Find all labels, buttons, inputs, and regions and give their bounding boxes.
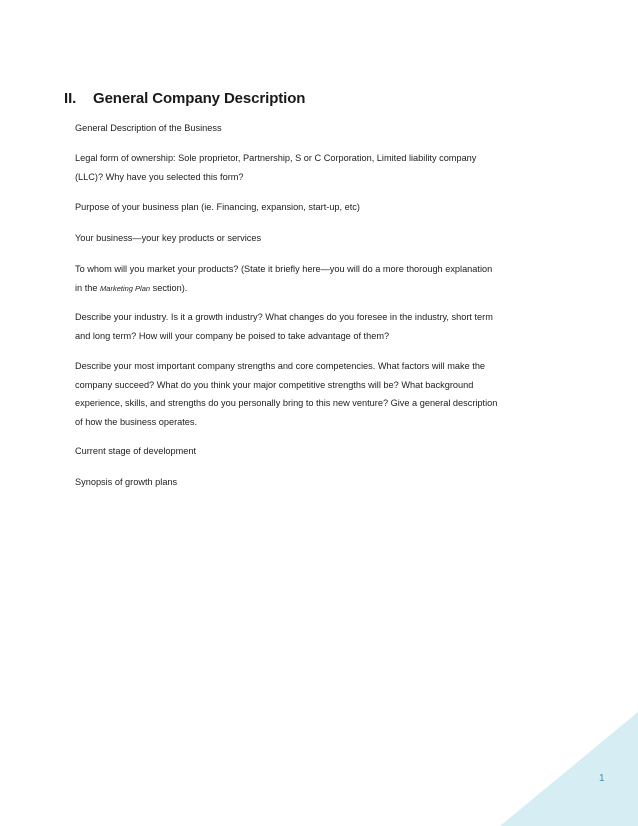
prompt-key-products — [75, 229, 575, 248]
prompt-line: Legal form of ownership: Sole proprietor, Partnership, S or C Corporation, Limited liability company — [75, 153, 477, 163]
prompt-line: Current stage of development — [75, 446, 197, 456]
prompt-plan-purpose — [75, 198, 575, 217]
prompt-legal-form — [75, 149, 575, 186]
prompt-industry — [75, 308, 575, 345]
prompt-line: Purpose of your business plan (ie. Financing, expansion, start-up, etc) — [75, 202, 360, 212]
prompt-business-description — [75, 119, 575, 138]
page-number: 1 — [599, 773, 605, 784]
prompt-growth-plans — [75, 473, 575, 492]
prompt-line: Synopsis of growth plans — [75, 477, 178, 487]
prompt-target-market — [75, 260, 575, 298]
prompt-line: Your business—your key products or services — [75, 233, 262, 243]
prompt-line: of how the business operates. — [75, 416, 198, 427]
marketing-plan-reference: Marketing Plan — [100, 283, 151, 293]
prompt-line: General Description of the Business — [75, 123, 222, 133]
prompt-development-stage — [75, 442, 575, 461]
prompt-text: in the — [75, 282, 101, 293]
prompt-line: and long term? How will your company be poised to take advantage of them? — [75, 330, 390, 341]
prompt-line: Describe your industry. Is it a growth industry? What changes do you foresee in the industry, short term — [75, 312, 493, 322]
section-number: II. — [64, 90, 77, 107]
prompt-line: (LLC)? Why have you selected this form? — [75, 171, 244, 182]
prompt-strengths — [75, 357, 575, 431]
prompt-text: section). — [150, 282, 188, 293]
prompt-line: experience, skills, and strengths do you personally bring to this new venture? Give a general description — [75, 398, 498, 408]
prompt-line: company succeed? What do you think your major competitive strengths will be? What background — [75, 379, 474, 390]
prompt-line: To whom will you market your products? (State it briefly here—you will do a more thorough explanation — [75, 264, 493, 274]
prompt-line: Describe your most important company strengths and core competencies. What factors will make the — [75, 361, 486, 371]
corner-decoration — [500, 712, 638, 826]
section-title: General Company Description — [93, 90, 306, 107]
section-heading — [64, 90, 305, 107]
prompt-line — [75, 279, 575, 299]
corner-triangle — [500, 712, 638, 826]
